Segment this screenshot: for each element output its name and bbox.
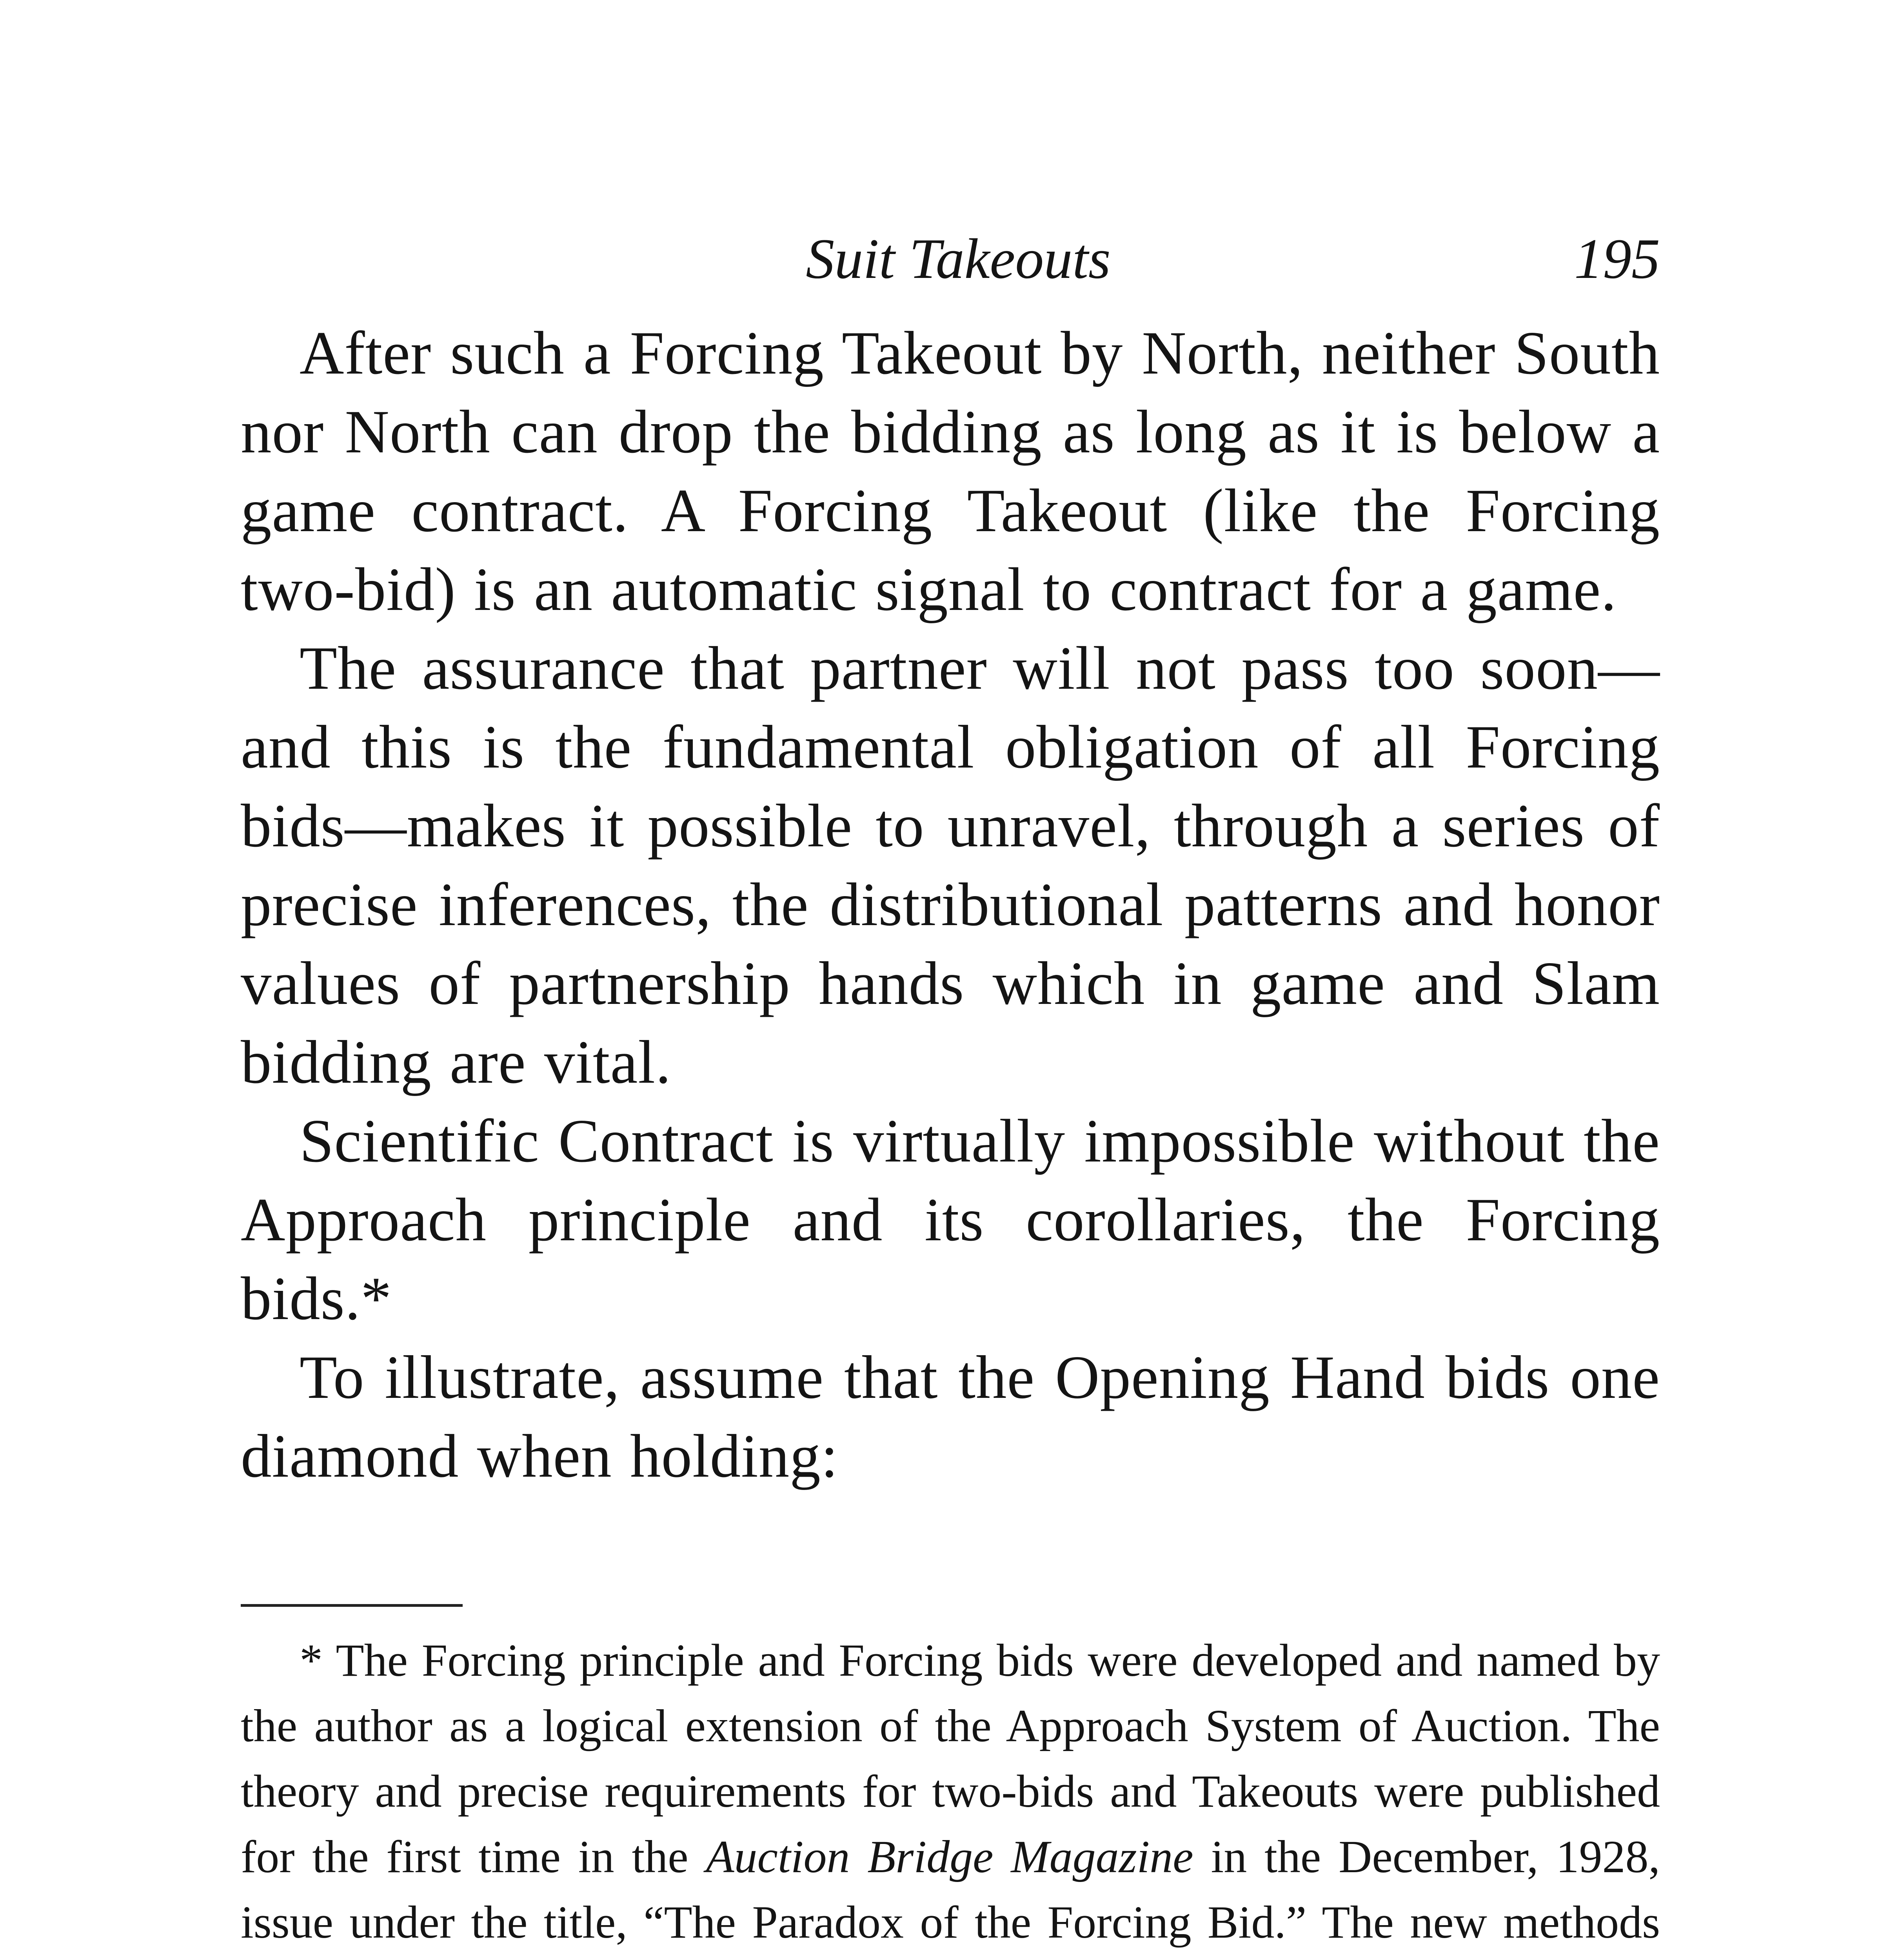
paragraph-illustrate: To illustrate, assume that the Opening Hand bids one diamond when holding: <box>241 1343 1660 1490</box>
paragraph-scientific-contract: Scientific Contract is virtually impossible without the Approach principle and its corollaries, the Forcing bids.* <box>241 1107 1660 1332</box>
running-title: Suit Takeouts <box>806 227 1111 290</box>
paragraph-forcing-takeout: After such a Forcing Takeout by North, neither South nor North can drop the bidding as long as it is below a game contract. A Forcing Takeout (like the Forcing two-bid) is an automatic signal to contract for a game. <box>241 319 1660 623</box>
paragraph-assurance: The assurance that partner will not pass too soon—and this is the fundamental obligation of all Forcing bids—makes it possible to unravel, through a series of precise inferences, the distributional patterns and honor values of partnership hands which in game and Slam bidding are vital. <box>241 634 1660 1096</box>
footnote-text-start: * The Forcing principle and Forcing bids were developed and named by the author as a logical extension of the Approach System of Auction. The theory and precise requirements for two-bids and Takeouts were published for the first time in the <box>241 1635 1660 1882</box>
page-number: 195 <box>1574 227 1660 290</box>
running-head <box>241 220 1660 298</box>
footnote <box>241 1628 1660 1960</box>
footnote-divider <box>241 1604 463 1607</box>
footnote-magazine-title: Auction Bridge Magazine <box>706 1831 1193 1882</box>
footnote-text-end: in the December, 1928, issue under the title, “The Paradox of the Forcing Bid.” The new methods <box>241 1831 1660 1948</box>
body-text <box>241 314 1660 1495</box>
